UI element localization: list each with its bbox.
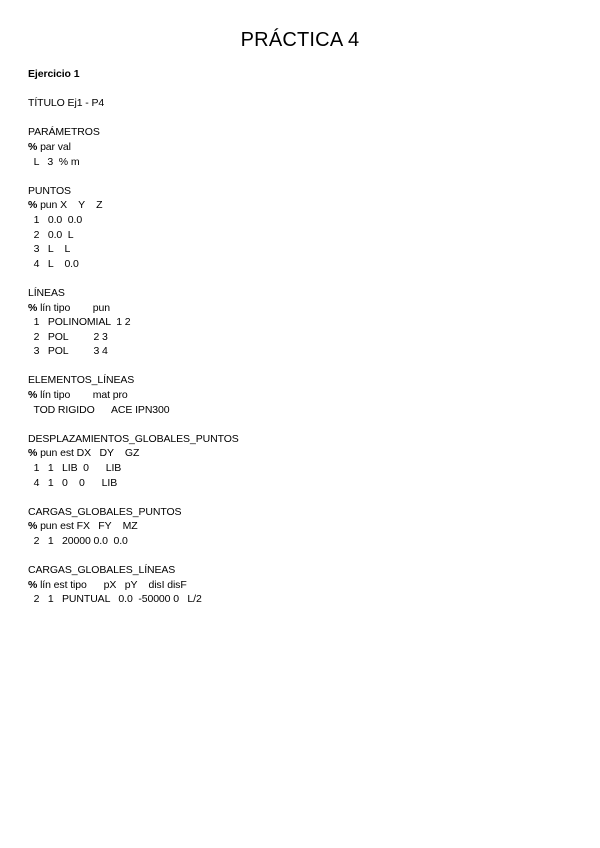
section-heading: LÍNEAS bbox=[28, 286, 65, 299]
comment-marker: % bbox=[28, 301, 38, 314]
section-heading: ELEMENTOS_LÍNEAS bbox=[28, 374, 135, 387]
data-line: TOD RIGIDO ACE IPN300 bbox=[28, 403, 170, 416]
section-puntos bbox=[28, 184, 568, 272]
data-line: 2 1 PUNTUAL 0.0 -50000 0 L/2 bbox=[28, 593, 202, 606]
section-cargas-globales-lineas bbox=[28, 563, 568, 607]
data-line: 2 POL 2 3 bbox=[28, 330, 108, 343]
data-line: 3 POL 3 4 bbox=[28, 345, 108, 358]
document-body bbox=[28, 67, 568, 622]
data-line: 3 L L bbox=[28, 243, 71, 256]
comment-line: % pun est DX DY GZ bbox=[28, 447, 140, 460]
exercise-heading: Ejercicio 1 bbox=[28, 68, 80, 80]
data-line: 1 POLINOMIAL 1 2 bbox=[28, 316, 131, 329]
section-heading: TÍTULO Ej1 - P4 bbox=[28, 97, 105, 110]
section-heading: PUNTOS bbox=[28, 184, 71, 197]
data-line: 4 L 0.0 bbox=[28, 257, 79, 270]
section-desplazamientos-globales-puntos bbox=[28, 432, 568, 490]
comment-line: % lín tipo pun bbox=[28, 301, 110, 314]
section-heading: CARGAS_GLOBALES_LÍNEAS bbox=[28, 564, 176, 577]
comment-marker: % bbox=[28, 199, 38, 212]
comment-line: % lín est tipo pX pY disI disF bbox=[28, 578, 187, 591]
page-title: PRÁCTICA 4 bbox=[240, 29, 360, 51]
section-lineas bbox=[28, 286, 568, 359]
section-parametros bbox=[28, 125, 568, 169]
data-line: 1 1 LIB 0 LIB bbox=[28, 462, 122, 475]
section-heading: DESPLAZAMIENTOS_GLOBALES_PUNTOS bbox=[28, 432, 239, 445]
comment-marker: % bbox=[28, 140, 38, 153]
data-line: 2 0.0 L bbox=[28, 228, 74, 241]
section-elementos-lineas bbox=[28, 373, 568, 417]
section-cargas-globales-puntos bbox=[28, 505, 568, 549]
comment-line: % pun X Y Z bbox=[28, 199, 103, 212]
comment-line: % par val bbox=[28, 140, 71, 153]
section-heading: CARGAS_GLOBALES_PUNTOS bbox=[28, 505, 182, 518]
data-line: 1 0.0 0.0 bbox=[28, 213, 83, 226]
comment-line: % lín tipo mat pro bbox=[28, 389, 128, 402]
comment-marker: % bbox=[28, 578, 38, 591]
comment-marker: % bbox=[28, 520, 38, 533]
section-heading: PARÁMETROS bbox=[28, 126, 100, 139]
comment-line: % pun est FX FY MZ bbox=[28, 520, 138, 533]
data-line: 2 1 20000 0.0 0.0 bbox=[28, 535, 128, 547]
comment-marker: % bbox=[28, 447, 38, 460]
data-line: 4 1 0 0 LIB bbox=[28, 476, 118, 489]
comment-marker: % bbox=[28, 389, 38, 402]
section-titulo bbox=[28, 96, 568, 111]
data-line: L 3 % m bbox=[28, 155, 80, 168]
